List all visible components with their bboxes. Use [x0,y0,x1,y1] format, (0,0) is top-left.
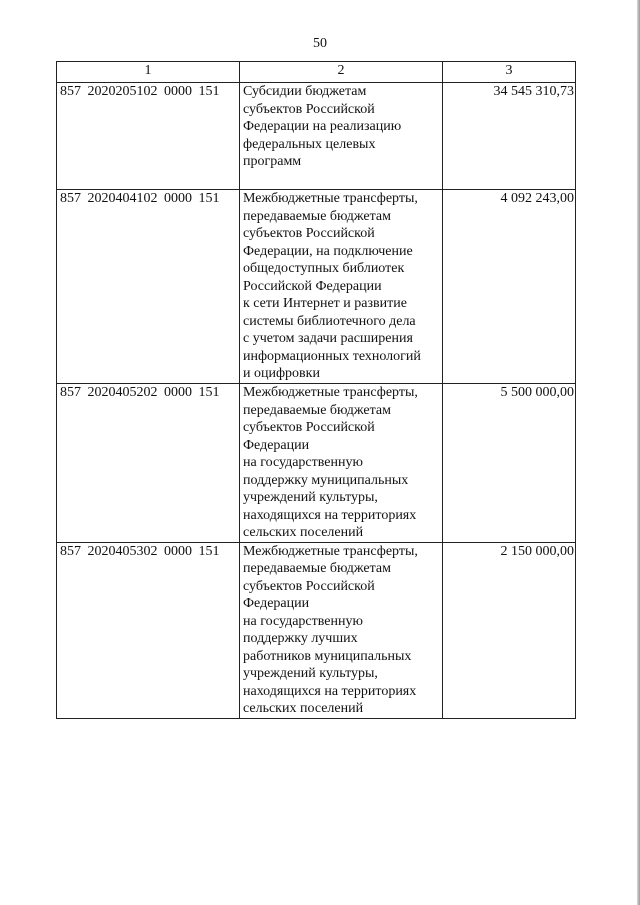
amount-cell: 4 092 243,00 [443,190,576,384]
budget-code-cell: 857 2020205102 0000 151 [57,83,240,190]
amount-cell: 34 545 310,73 [443,83,576,190]
column-header-3: 3 [443,62,576,83]
column-header-2: 2 [240,62,443,83]
description-cell: Межбюджетные трансферты, передаваемые бюджетам субъектов Российской Федерации на государственную поддержку муниципальных учреждений культуры, находящихся на территориях сельских поселений [240,384,443,543]
description-cell: Субсидии бюджетам субъектов Российской Федерации на реализацию федеральных целевых программ [240,83,443,190]
page-number: 50 [313,36,327,51]
table-row [57,190,576,384]
column-header-1: 1 [57,62,240,83]
table-header-row [57,62,576,83]
budget-code-cell: 857 2020404102 0000 151 [57,190,240,384]
description-cell: Межбюджетные трансферты, передаваемые бюджетам субъектов Российской Федерации, на подключение общедоступных библиотек Российской Федерации к сети Интернет и развитие системы библиотечного дела с учетом задачи расширения информационных технологий и оцифровки [240,190,443,384]
description-cell: Межбюджетные трансферты, передаваемые бюджетам субъектов Российской Федерации на государственную поддержку лучших работников муниципальных учреждений культуры, находящихся на территориях сельских поселений [240,542,443,718]
budget-code-cell: 857 2020405302 0000 151 [57,542,240,718]
table-row [57,83,576,190]
amount-cell: 5 500 000,00 [443,384,576,543]
budget-code-cell: 857 2020405202 0000 151 [57,384,240,543]
table-row [57,384,576,543]
amount-cell: 2 150 000,00 [443,542,576,718]
budget-table [56,61,576,719]
table-row [57,542,576,718]
